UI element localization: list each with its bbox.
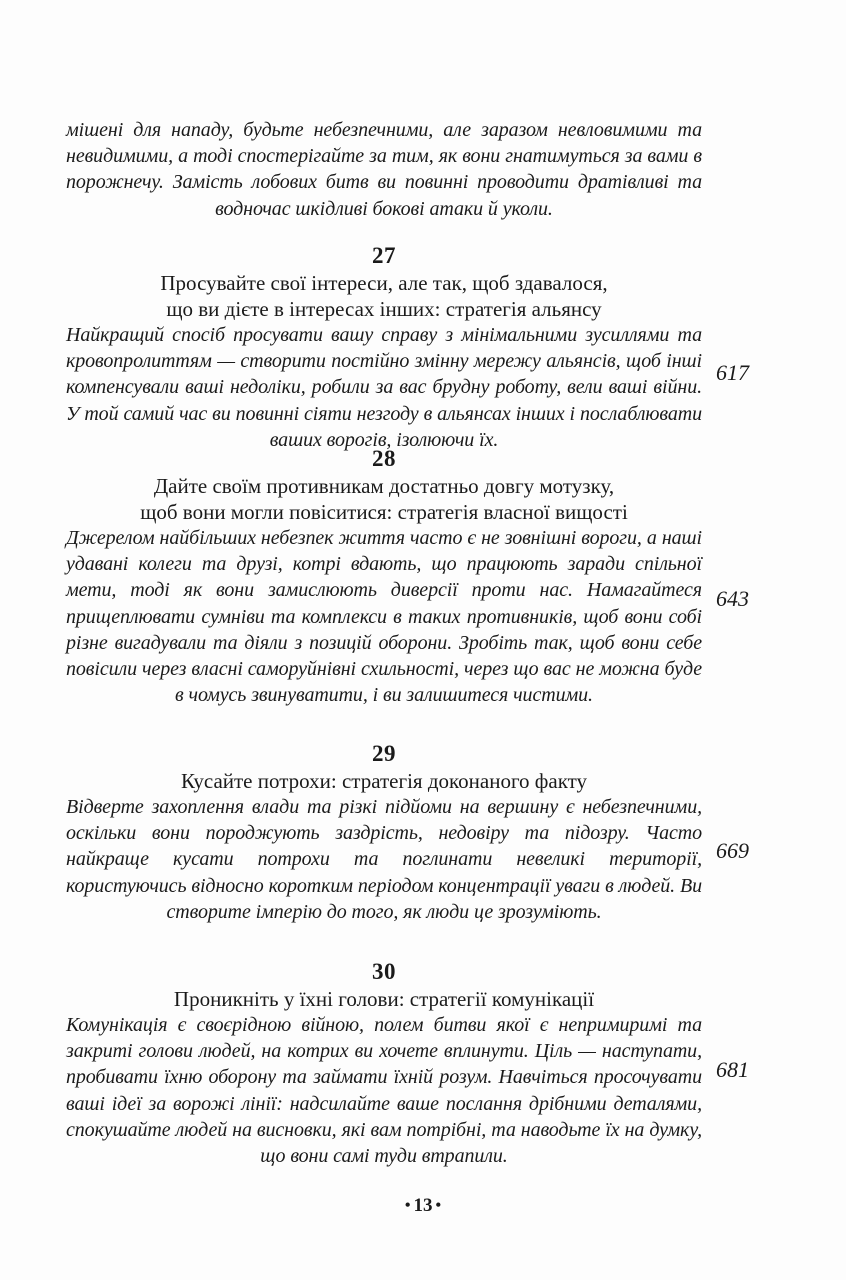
toc-entry-29[interactable] [66,740,702,925]
entry-title-line: Проникніть у їхні голови: стратегії комунікації [173,987,595,1011]
entry-description: Відверте захоплення влади та різкі підйоми на вершину є небезпечними, оскільки вони породжують заздрість, недовіру та підозру. Часто найкраще кусати потрохи та поглинати невеликі території, користуючись відносно коротким періодом концентрації уваги в людей. Ви створите імперію до того, як люди це зрозуміють. [66,796,702,923]
entry-title-line: що ви дієте в інтересах інших: стратегія альянсу [166,297,602,321]
entry-title [66,986,702,1012]
toc-entry-27[interactable] [66,242,702,453]
entry-description: Найкращий спосіб просувати вашу справу з мінімальними зусиллями та кровопролиттям — створити постійно змінну мережу альянсів, щоб інші компенсували ваші недоліки, робили за вас брудну роботу, вели ваші війни. У той самий час ви повинні сіяти незгоду в альянсах інших і послаблювати ваших ворогів, ізолюючи їх. [66,324,702,451]
entry-title-line: щоб вони могли повіситися: стратегія власної вищості [140,500,628,524]
entry-number: 28 [372,446,396,471]
entry-page-ref[interactable]: 669 [716,838,749,863]
entry-number: 29 [372,741,396,766]
entry-number: 30 [372,959,396,984]
entry-number: 27 [372,243,396,268]
page-number-footer [0,1194,846,1218]
entry-title-line: Дайте своїм противникам достатньо довгу мотузку, [153,474,615,498]
entry-page-ref[interactable]: 617 [716,360,749,385]
toc-entry-30[interactable] [66,958,702,1169]
entry-title-line: Кусайте потрохи: стратегія доконаного факту [180,769,588,793]
bullet-ornament-icon: • [435,1197,442,1214]
toc-entry-28[interactable] [66,445,702,708]
entry-page-ref[interactable]: 643 [716,586,749,611]
entry-title [66,270,702,322]
entry-title-line: Просувайте свої інтереси, але так, щоб здавалося, [160,271,608,295]
page-number: 13 [413,1195,433,1216]
entry-page-ref[interactable]: 681 [716,1057,749,1082]
bullet-ornament-icon: • [404,1197,411,1214]
entry-title [66,768,702,794]
entry-title [66,473,702,525]
entry-description: Комунікація є своєрідною війною, полем битви якої є непримиримі та закриті голови людей, на котрих ви хочете вплинути. Ціль — наступати, пробивати їхню оборону та займати їхній розум. Навчіться просочувати ваші ідеї за ворожі лінії: надсилайте ваше послання дрібними деталями, спокушайте людей на висновки, які вам потрібні, та наводьте їх на думку, що вони самі туди втрапили. [66,1014,702,1168]
entry-description: Джерелом найбільших небезпек життя часто є не зовнішні вороги, а наші удавані колеги та друзі, котрі вдають, що працюють заради спільної мети, тоді як вони замислюють диверсії проти нас. Намагайтеся прищеплювати сумніви та комплекси в таких противників, щоб вони собі різне вигадували та діяли з позицій оборони. Зробіть так, щоб вони себе повісили через власні саморуйнівні схильності, через що вас не можна буде в чомусь звинуватити, і ви залишитеся чистими. [66,527,702,707]
continued-description: мішені для нападу, будьте небезпечними, але заразом невловимими та невидимими, а тоді спостерігайте за тим, як вони гнатимуться за вами в порожнечу. Замість лобових битв ви повинні проводити дратівливі та водночас шкідливі бокові атаки й уколи. [66,119,702,220]
